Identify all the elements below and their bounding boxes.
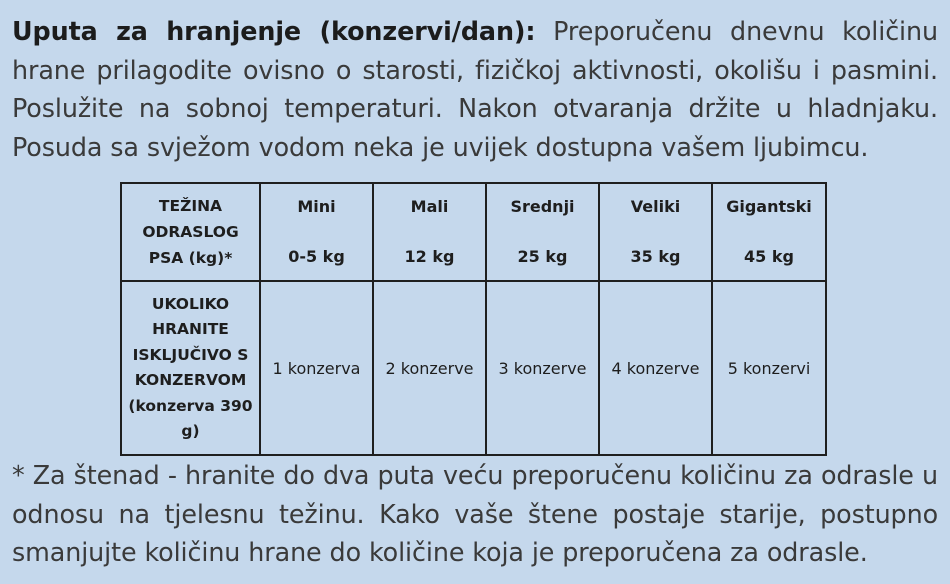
size-weight: 25 kg (517, 247, 568, 266)
amount-cell: 1 konzerva (260, 281, 373, 455)
size-cell-srednji (486, 183, 599, 281)
feeding-table (120, 182, 827, 456)
size-name: Veliki (630, 197, 681, 216)
size-weight: 0-5 kg (288, 247, 345, 266)
size-cell-mali (373, 183, 486, 281)
table-header-row (121, 183, 826, 281)
size-name: Mali (410, 197, 449, 216)
puppy-footnote: * Za štenad - hranite do dva puta veću preporučenu količinu za odrasle u odnosu na tjelesnu težinu. Kako vaše štene postaje starije, postupno smanjujte količinu hrane do količine koja je preporučena za odrasle. (12, 460, 938, 567)
size-name: Gigantski (726, 197, 812, 216)
feeding-text: Preporučenu dnevnu količinu hrane prilagodite ovisno o starosti, fizičkoj aktivnosti, okolišu i pasmini. Poslužite na sobnoj temperaturi. Nakon otvaranja držite u hladnjaku. Posuda sa svježom vodom neka je uvijek dostupna vašem ljubimcu. (12, 16, 938, 162)
amount-cell: 3 konzerve (486, 281, 599, 455)
amount-cell: 4 konzerve (599, 281, 712, 455)
feeding-instructions (12, 12, 938, 166)
size-weight: 45 kg (744, 247, 794, 266)
amount-cell: 5 konzervi (712, 281, 826, 455)
feeding-title: Uputa za hranjenje (konzervi/dan): (12, 16, 536, 46)
size-cell-veliki (599, 183, 712, 281)
table-amount-row (121, 281, 826, 455)
row-header-cell: UKOLIKO HRANITE ISKLJUČIVO S KONZERVOM (konzerva 390 g) (121, 281, 260, 455)
size-weight: 35 kg (630, 247, 681, 266)
weight-header-cell: TEŽINA ODRASLOG PSA (kg)* (121, 183, 260, 281)
size-name: Mini (297, 197, 336, 216)
size-weight: 12 kg (404, 247, 455, 266)
size-cell-mini (260, 183, 373, 281)
size-cell-gigantski (712, 183, 826, 281)
size-name: Srednji (510, 197, 575, 216)
amount-cell: 2 konzerve (373, 281, 486, 455)
